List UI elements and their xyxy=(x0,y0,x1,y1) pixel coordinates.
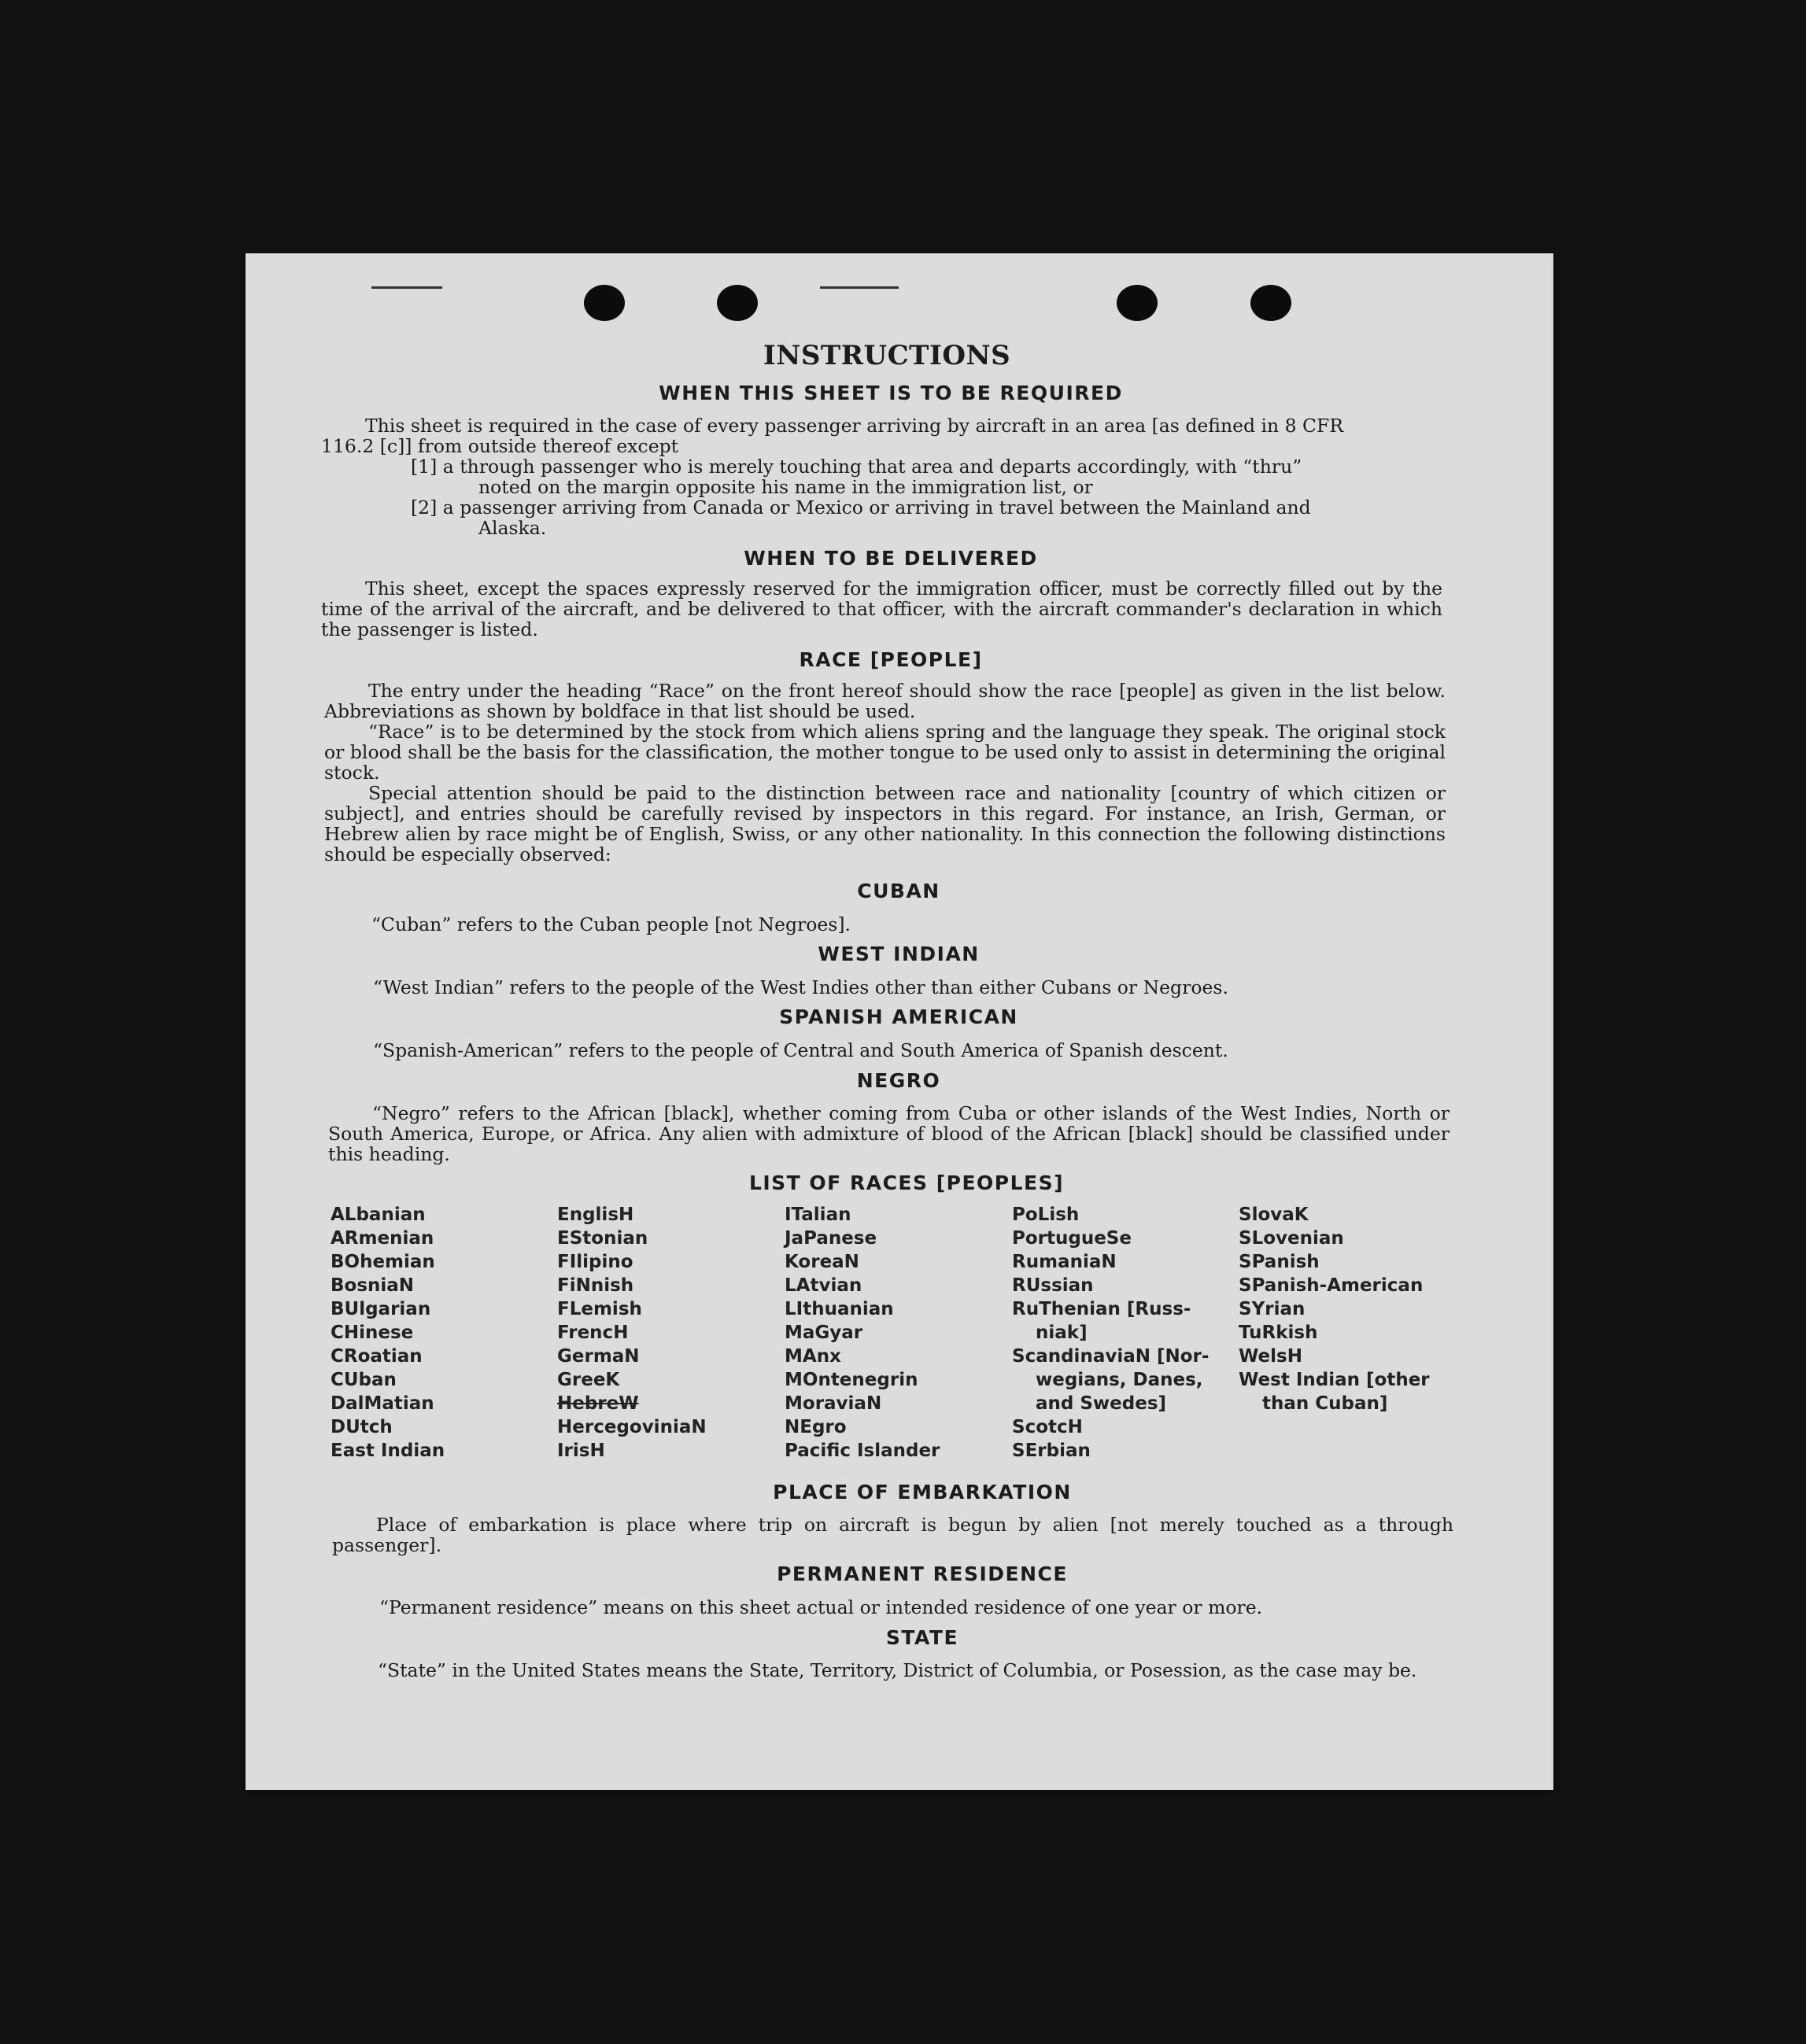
race-item-continued: than Cuban] xyxy=(1262,1393,1388,1414)
heading-state: STATE xyxy=(885,1626,959,1649)
race-column-5 xyxy=(1239,1203,1430,1415)
race-column-2 xyxy=(557,1203,707,1463)
race-item: PortugueSe xyxy=(1012,1228,1132,1249)
required-item1-line2: noted on the margin opposite his name in the immigration list, or xyxy=(478,476,1093,498)
race-column-1 xyxy=(331,1203,445,1463)
heading-race: RACE [PEOPLE] xyxy=(799,648,983,671)
race-item: HercegoviniaN xyxy=(557,1417,707,1437)
race-item: RUssian xyxy=(1012,1275,1094,1296)
race-item: BUlgarian xyxy=(331,1299,431,1319)
race-item: RumaniaN xyxy=(1012,1252,1117,1272)
race-item: FrencH xyxy=(557,1323,629,1343)
required-item2-line1: [2] a passenger arriving from Canada or Mexico or arriving in travel between the Mainland and xyxy=(411,496,1311,518)
race-item: MAnx xyxy=(785,1346,841,1367)
race-item: EStonian xyxy=(557,1228,648,1249)
race-item: West Indian [other xyxy=(1239,1370,1430,1390)
race-item: DUtch xyxy=(331,1417,393,1437)
race-item-continued: niak] xyxy=(1036,1323,1088,1343)
west-indian-text: “West Indian” refers to the people of the West Indies other than either Cubans or Negroes. xyxy=(373,976,1228,998)
race-item: ScandinaviaN [Nor- xyxy=(1012,1346,1210,1367)
required-intro-line1: This sheet is required in the case of every passenger arriving by aircraft in an area [as defined in 8 CFR xyxy=(365,415,1344,437)
race-item: Pacific Islander xyxy=(785,1441,940,1461)
race-item: ARmenian xyxy=(331,1228,434,1249)
race-item: SPanish-American xyxy=(1239,1275,1424,1296)
race-item: BosniaN xyxy=(331,1275,415,1296)
spanish-american-text: “Spanish-American” refers to the people of Central and South America of Spanish descent. xyxy=(373,1039,1228,1061)
state-text: “State” in the United States means the State, Territory, District of Columbia, or Posession, as the case may be. xyxy=(378,1659,1417,1681)
punch-hole xyxy=(1250,285,1291,321)
race-item: NEgro xyxy=(785,1417,847,1437)
delivered-text: This sheet, except the spaces expressly reserved for the immigration officer, must be correctly filled out by the time of the arrival of the aircraft, and be delivered to that officer, with the aircraft commander's declaration in which the passenger is listed. xyxy=(321,577,1442,640)
race-item: FLemish xyxy=(557,1299,642,1319)
edge-mark xyxy=(371,286,442,289)
heading-cuban: CUBAN xyxy=(857,880,940,902)
heading-required: WHEN THIS SHEET IS TO BE REQUIRED xyxy=(659,382,1123,404)
heading-embarkation: PLACE OF EMBARKATION xyxy=(773,1481,1072,1503)
residence-text: “Permanent residence” means on this sheet actual or intended residence of one year or more. xyxy=(379,1596,1263,1618)
race-item: SErbian xyxy=(1012,1441,1091,1461)
race-item: SPanish xyxy=(1239,1252,1320,1272)
race-item: JaPanese xyxy=(785,1228,877,1249)
race-item: DalMatian xyxy=(331,1393,434,1414)
heading-delivered: WHEN TO BE DELIVERED xyxy=(744,547,1038,570)
negro-text: “Negro” refers to the African [black], whether coming from Cuba or other islands of the West Indies, North or South America, Europe, or Africa. Any alien with admixture of blood of the African [black] should be classified under this heading. xyxy=(328,1102,1450,1165)
race-item: LAtvian xyxy=(785,1275,862,1296)
race-item-struck: HebreW xyxy=(557,1393,639,1414)
heading-list-of-races: LIST OF RACES [PEOPLES] xyxy=(748,1171,1065,1194)
heading-spanish-american: SPANISH AMERICAN xyxy=(779,1005,1018,1028)
race-item: SYrian xyxy=(1239,1299,1306,1319)
race-item: BOhemian xyxy=(331,1252,435,1272)
edge-mark xyxy=(820,286,899,289)
punch-hole xyxy=(584,285,625,321)
race-item-continued: and Swedes] xyxy=(1036,1393,1167,1414)
instruction-sheet xyxy=(246,253,1553,1790)
race-item: GermaN xyxy=(557,1346,640,1367)
race-item: RuThenian [Russ- xyxy=(1012,1299,1191,1319)
race-item: FIlipino xyxy=(557,1252,633,1272)
race-item: WelsH xyxy=(1239,1346,1302,1367)
race-paragraph-1: The entry under the heading “Race” on the front hereof should show the race [people] as given in the list below. Abbreviations as shown by boldface in that list should be used. xyxy=(324,680,1446,722)
race-item: CRoatian xyxy=(331,1346,423,1367)
race-item: TuRkish xyxy=(1239,1323,1318,1343)
race-item: KoreaN xyxy=(785,1252,859,1272)
race-item-continued: wegians, Danes, xyxy=(1036,1370,1203,1390)
race-item: SlovaK xyxy=(1239,1205,1309,1225)
race-item: PoLish xyxy=(1012,1205,1080,1225)
race-item: MOntenegrin xyxy=(785,1370,918,1390)
cuban-text: “Cuban” refers to the Cuban people [not Negroes]. xyxy=(371,913,851,935)
heading-west-indian: WEST INDIAN xyxy=(818,943,980,965)
race-item: ScotcH xyxy=(1012,1417,1083,1437)
heading-negro: NEGRO xyxy=(856,1069,941,1092)
race-column-3 xyxy=(785,1203,940,1463)
race-item: East Indian xyxy=(331,1441,445,1461)
race-item: EnglisH xyxy=(557,1205,634,1225)
race-item: CUban xyxy=(331,1370,397,1390)
race-item: LIthuanian xyxy=(785,1299,894,1319)
race-paragraph-3: Special attention should be paid to the distinction between race and nationality [country of which citizen or subject], and entries should be carefully revised by inspectors in this regard. For instance, an Irish, German, or Hebrew alien by race might be of English, Swiss, or any other nationality. In this connection the following distinctions should be especially observed: xyxy=(324,782,1446,865)
page-title: INSTRUCTIONS xyxy=(763,340,1011,371)
heading-residence: PERMANENT RESIDENCE xyxy=(777,1563,1068,1585)
race-item: IrisH xyxy=(557,1441,605,1461)
required-item2-line2: Alaska. xyxy=(478,517,547,539)
embarkation-text: Place of embarkation is place where trip on aircraft is begun by alien [not merely touched as a through passenger]. xyxy=(332,1514,1453,1556)
race-item: ALbanian xyxy=(331,1205,426,1225)
race-paragraph-2: “Race” is to be determined by the stock from which aliens spring and the language they speak. The original stock or blood shall be the basis for the classification, the mother tongue to be used only to assist in determining the original stock. xyxy=(324,721,1446,784)
required-item1-line1: [1] a through passenger who is merely touching that area and departs accordingly, with “thru” xyxy=(411,456,1302,478)
race-item: MaGyar xyxy=(785,1323,863,1343)
race-item: SLovenian xyxy=(1239,1228,1344,1249)
race-column-4 xyxy=(1012,1203,1209,1463)
required-intro-line2: 116.2 [c]] from outside thereof except xyxy=(321,435,679,457)
race-item: FiNnish xyxy=(557,1275,634,1296)
race-item: CHinese xyxy=(331,1323,414,1343)
punch-hole xyxy=(1117,285,1158,321)
punch-hole xyxy=(717,285,758,321)
race-item: GreeK xyxy=(557,1370,620,1390)
race-item: ITalian xyxy=(785,1205,851,1225)
race-item: MoraviaN xyxy=(785,1393,882,1414)
